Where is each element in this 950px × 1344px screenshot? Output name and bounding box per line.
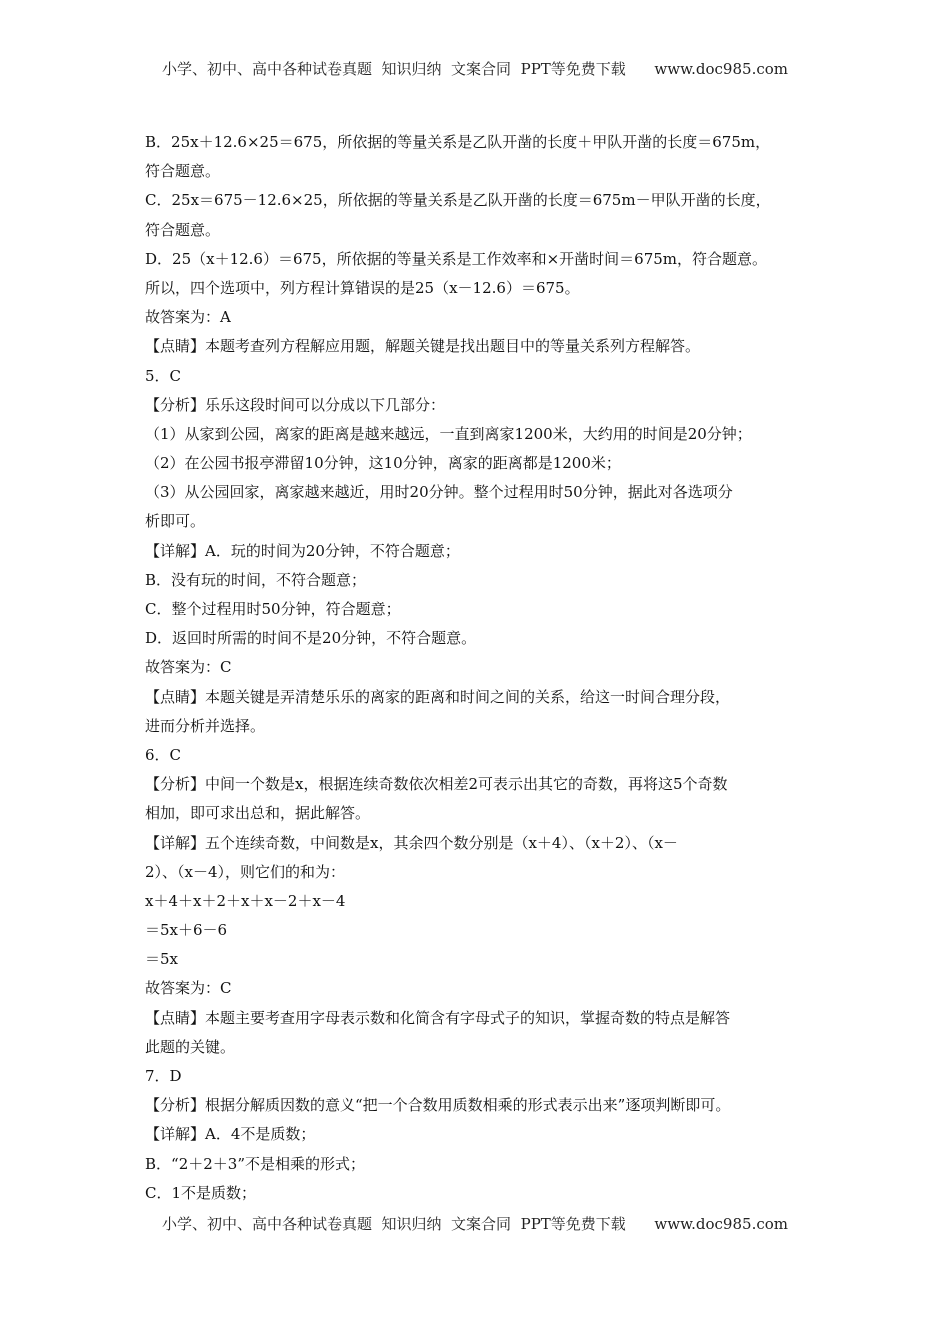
text-line: 【点睛】本题主要考查用字母表示数和化简含有字母式子的知识，掌握奇数的特点是解答 (145, 1008, 731, 1027)
text-line: 【详解】A．玩的时间为20分钟，不符合题意； (145, 541, 460, 560)
equation-line: x＋4＋x＋2＋x＋x－2＋x－4 (145, 891, 346, 910)
text-line: C．整个过程用时50分钟，符合题意； (145, 600, 401, 618)
question-number: 5．C (145, 366, 182, 385)
text-line: 【点睛】本题考查列方程解应用题，解题关键是找出题目中的等量关系列方程解答。 (145, 337, 701, 356)
text-line: 进而分析并选择。 (145, 716, 266, 735)
text-line: B．没有玩的时间，不符合题意； (145, 570, 367, 589)
text-line: 所以，四个选项中，列方程计算错误的是25（x－12.6）＝675。 (145, 278, 580, 297)
text-line: C．1不是质数； (145, 1183, 257, 1202)
text-line: 故答案为：C (145, 658, 232, 677)
equation-line: ＝5x＋6－6 (145, 921, 228, 940)
text-line: 【详解】五个连续奇数，中间数是x，其余四个数分别是（x＋4）、（x＋2）、（x－ (145, 833, 678, 852)
text-line: 符合题意。 (145, 162, 221, 181)
text-line: 【详解】A．4不是质数； (145, 1125, 316, 1144)
text-line: D．返回时所需的时间不是20分钟，不符合题意。 (145, 629, 477, 648)
page-header: 小学、初中、高中各种试卷真题 知识归纳 文案合同 PPT等免费下载 www.doc985.com (161, 60, 788, 78)
question-number: 6．C (145, 745, 182, 764)
question-number: 7．D (145, 1067, 182, 1085)
text-line: （3）从公园回家，离家越来越近，用时20分钟。整个过程用时50分钟，据此对各选项分 (145, 483, 733, 502)
text-line: 【分析】中间一个数是x，根据连续奇数依次相差2可表示出其它的奇数，再将这5个奇数 (145, 775, 728, 794)
text-line: 2）、（x－4），则它们的和为： (145, 862, 346, 881)
equation-line: ＝5x (145, 950, 179, 969)
text-line: 故答案为：C (145, 979, 232, 998)
text-line: 故答案为：A (145, 308, 231, 327)
text-line: 相加，即可求出总和，据此解答。 (145, 804, 371, 823)
text-line: D．25（x＋12.6）＝675，所依据的等量关系是工作效率和×开凿时间＝675m，符合题意。 (145, 249, 768, 268)
text-line: 析即可。 (145, 512, 206, 531)
text-line: （1）从家到公园，离家的距离是越来越远，一直到离家1200米，大约用的时间是20分钟； (145, 424, 752, 443)
text-line: C．25x＝675－12.6×25，所依据的等量关系是乙队开凿的长度＝675m－甲队开凿的长度， (145, 191, 771, 210)
text-line: 【分析】根据分解质因数的意义“把一个合数用质数相乘的形式表示出来”逐项判断即可。 (145, 1096, 731, 1115)
text-line: 符合题意。 (145, 220, 221, 239)
document-body (145, 128, 815, 1208)
text-line: B．“2＋2＋3”不是相乘的形式； (145, 1154, 365, 1173)
text-line: （2）在公园书报亭滞留10分钟，这10分钟，离家的距离都是1200米； (145, 454, 621, 473)
text-line: B．25x＋12.6×25＝675，所依据的等量关系是乙队开凿的长度＋甲队开凿的长度＝675m， (145, 133, 771, 151)
text-line: 【分析】乐乐这段时间可以分成以下几部分： (145, 395, 446, 414)
text-line: 此题的关键。 (145, 1037, 236, 1056)
page-footer: 小学、初中、高中各种试卷真题 知识归纳 文案合同 PPT等免费下载 www.doc985.com (161, 1215, 788, 1233)
text-line: 【点睛】本题关键是弄清楚乐乐的离家的距离和时间之间的关系，给这一时间合理分段， (145, 687, 731, 706)
